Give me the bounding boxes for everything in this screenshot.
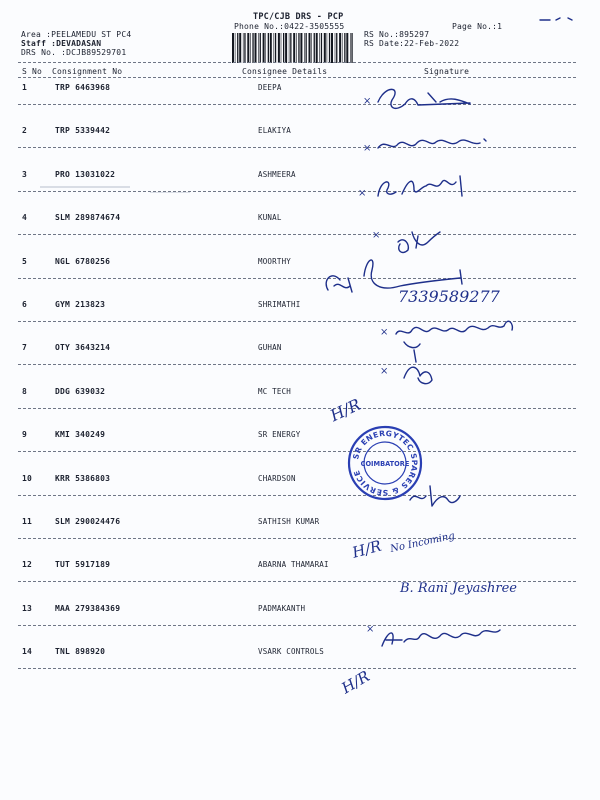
- receiver-name-12: B. Rani Jeyashree: [400, 581, 517, 596]
- page-number: Page No.:1: [452, 22, 503, 31]
- signature-row-8: [326, 395, 363, 426]
- row-consignment-number: MAA 279384369: [55, 604, 121, 613]
- row-consignee-name: PADMAKANTH: [258, 604, 306, 613]
- row-consignee-name: DEEPA: [258, 83, 282, 92]
- row-consignment-number: KMI 340249: [55, 430, 106, 439]
- row-consignee-name: ASHMEERA: [258, 170, 296, 179]
- row-consignee-name: SHRIMATHI: [258, 300, 301, 309]
- staff-label: Staff :DEVADASAN: [21, 39, 102, 48]
- row-consignee-name: MOORTHY: [258, 257, 292, 266]
- row-consignee-name: KUNAL: [258, 213, 282, 222]
- row-serial-number: 10: [22, 474, 33, 483]
- signature-row-12: [399, 581, 517, 596]
- stamp-city: COIMBATORE: [360, 460, 410, 468]
- x-mark: ×: [358, 188, 367, 199]
- hir-note: H/R: [350, 536, 384, 562]
- signature-row-5: [326, 260, 500, 306]
- x-mark: ×: [363, 96, 372, 107]
- row-serial-number: 14: [22, 647, 33, 656]
- row-consignee-name: CHARDSON: [258, 474, 296, 483]
- row-serial-number: 13: [22, 604, 33, 613]
- row-consignment-number: DDG 639032: [55, 387, 106, 396]
- x-mark: ×: [366, 624, 375, 635]
- row-consignment-number: TRP 6463968: [55, 83, 111, 92]
- row-consignee-name: SR ENERGY: [258, 430, 301, 439]
- row-serial-number: 9: [22, 430, 28, 439]
- company-stamp: [347, 425, 423, 501]
- x-mark: ×: [363, 143, 372, 154]
- stamp-ring-text: SR ENERGYTEC SPARES & SERVICE: [351, 428, 420, 498]
- row-serial-number: 6: [22, 300, 28, 309]
- row-consignee-name: ABARNA THAMARAI: [258, 560, 329, 569]
- row-consignment-number: SLM 289874674: [55, 213, 121, 222]
- row-consignment-number: NGL 6780256: [55, 257, 111, 266]
- hir-note: H/R: [327, 394, 364, 426]
- row-serial-number: 8: [22, 387, 28, 396]
- row-consignee-name: VSARK CONTROLS: [258, 647, 325, 656]
- row-serial-number: 7: [22, 343, 28, 352]
- phone-number: Phone No.:0422-3505555: [234, 22, 345, 31]
- column-consignee: Consignee Details: [242, 67, 328, 76]
- signature-row-1: [363, 89, 470, 108]
- signature-row-2: [363, 139, 486, 154]
- row-consignment-number: TRP 5339442: [55, 126, 111, 135]
- area-label: Area :PEELAMEDU ST PC4: [21, 30, 132, 39]
- row-consignment-number: SLM 290024476: [55, 517, 121, 526]
- signature-row-7: [380, 342, 432, 384]
- column-signature: Signature: [424, 67, 470, 76]
- phone-note: 7339589277: [398, 287, 500, 306]
- no-incoming-note: No Incoming: [389, 530, 456, 555]
- row-consignment-number: GYM 213823: [55, 300, 106, 309]
- stray-mark: [540, 18, 572, 20]
- row-consignment-number: KRR 5386803: [55, 474, 111, 483]
- signature-row-4: [372, 230, 440, 252]
- column-consignment: Consignment No: [52, 67, 123, 76]
- row-consignment-number: TNL 898920: [55, 647, 106, 656]
- signature-row-3: [358, 176, 462, 199]
- row-serial-number: 11: [22, 517, 33, 526]
- signature-row-13: [366, 624, 500, 646]
- signature-row-14: [337, 667, 372, 698]
- x-mark: ×: [380, 366, 389, 377]
- signature-row-11: [349, 531, 455, 562]
- drs-number: DRS No. :DCJB89529701: [21, 48, 127, 57]
- row-serial-number: 3: [22, 170, 28, 179]
- x-mark: ×: [372, 230, 381, 241]
- row-consignment-number: TUT 5917189: [55, 560, 111, 569]
- column-sno: S No: [22, 67, 43, 76]
- rs-date: RS Date:22-Feb-2022: [364, 39, 460, 48]
- row-serial-number: 5: [22, 257, 28, 266]
- signature-row-6: [380, 321, 512, 338]
- row-consignee-name: GUHAN: [258, 343, 282, 352]
- row-consignee-name: MC TECH: [258, 387, 292, 396]
- x-mark: ×: [380, 327, 389, 338]
- row-consignment-number: PRO 13031022: [55, 170, 116, 179]
- rs-number: RS No.:895297: [364, 30, 430, 39]
- row-serial-number: 2: [22, 126, 28, 135]
- row-consignee-name: ELAKIYA: [258, 126, 292, 135]
- sheet-title: TPC/CJB DRS - PCP: [253, 12, 344, 22]
- row-consignment-number: OTY 3643214: [55, 343, 111, 352]
- row-serial-number: 4: [22, 213, 28, 222]
- row-serial-number: 12: [22, 560, 33, 569]
- row-consignee-name: SATHISH KUMAR: [258, 517, 320, 526]
- row-serial-number: 1: [22, 83, 28, 92]
- hir-note: H/R: [338, 667, 373, 698]
